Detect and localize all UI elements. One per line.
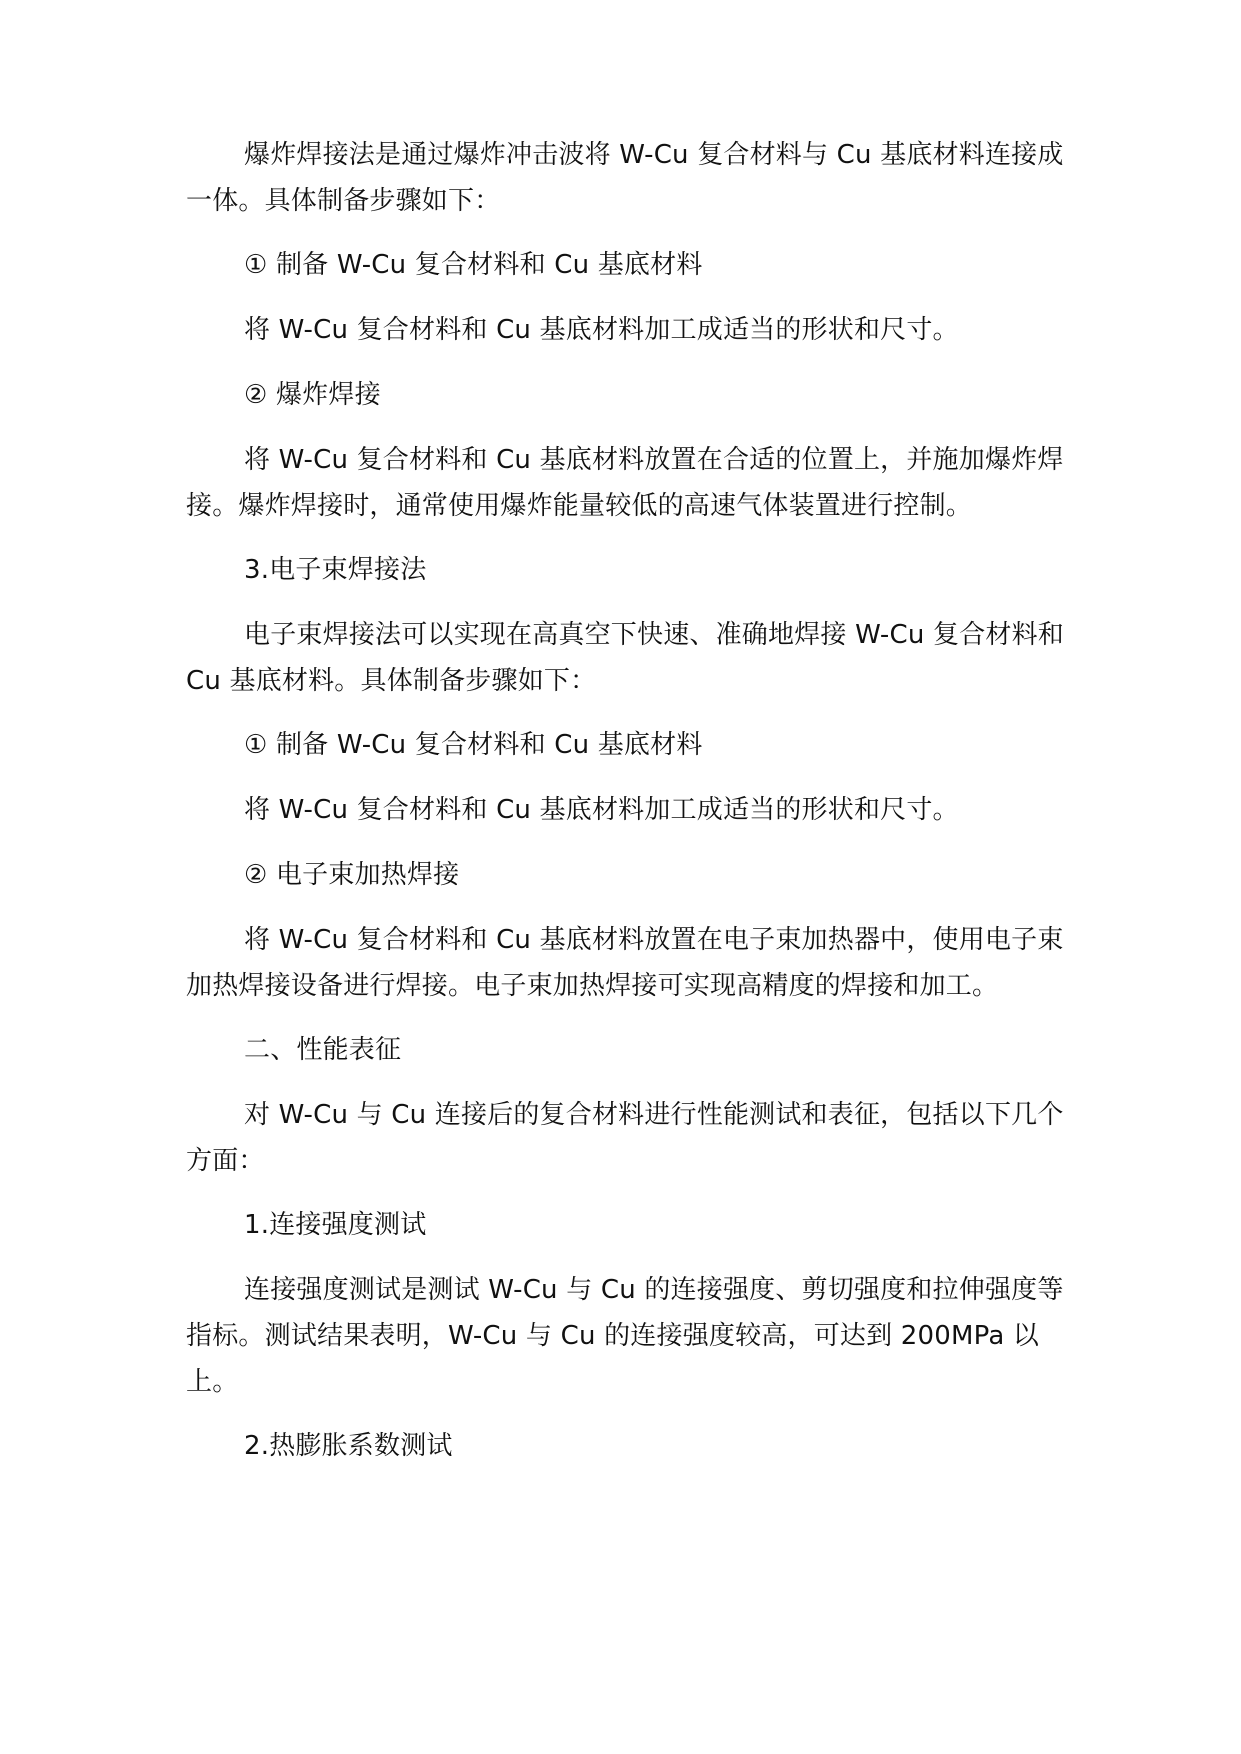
paragraph-machining-1: 将 W-Cu 复合材料和 Cu 基底材料加工成适当的形状和尺寸。 (244, 315, 959, 345)
heading-bond-strength-test: 1.连接强度测试 (244, 1210, 427, 1240)
page-body (186, 132, 1066, 1469)
step-prepare-materials-1: ① 制备 W-Cu 复合材料和 Cu 基底材料 (244, 250, 703, 280)
heading-electron-beam-welding: 3.电子束焊接法 (244, 555, 427, 585)
paragraph-performance-intro: 对 W-Cu 与 Cu 连接后的复合材料进行性能测试和表征，包括以下几个方面： (186, 1100, 1064, 1176)
step-explosive-welding: ② 爆炸焊接 (244, 380, 381, 410)
paragraph-machining-2: 将 W-Cu 复合材料和 Cu 基底材料加工成适当的形状和尺寸。 (244, 795, 959, 825)
heading-performance-characterization: 二、性能表征 (244, 1035, 402, 1065)
paragraph-explosive-welding-detail: 将 W-Cu 复合材料和 Cu 基底材料放置在合适的位置上，并施加爆炸焊接。爆炸焊接时，通常使用爆炸能量较低的高速气体装置进行控制。 (186, 445, 1064, 521)
paragraph-electron-beam-detail: 将 W-Cu 复合材料和 Cu 基底材料放置在电子束加热器中，使用电子束加热焊接设备进行焊接。电子束加热焊接可实现高精度的焊接和加工。 (186, 925, 1064, 1001)
paragraph-explosive-welding-intro: 爆炸焊接法是通过爆炸冲击波将 W-Cu 复合材料与 Cu 基底材料连接成一体。具体制备步骤如下： (186, 140, 1064, 216)
paragraph-electron-beam-intro: 电子束焊接法可以实现在高真空下快速、准确地焊接 W-Cu 复合材料和 Cu 基底材料。具体制备步骤如下： (186, 620, 1064, 696)
step-prepare-materials-2: ① 制备 W-Cu 复合材料和 Cu 基底材料 (244, 730, 703, 760)
step-electron-beam-heating: ② 电子束加热焊接 (244, 860, 460, 890)
heading-thermal-expansion-test: 2.热膨胀系数测试 (244, 1431, 453, 1461)
paragraph-bond-strength-detail: 连接强度测试是测试 W-Cu 与 Cu 的连接强度、剪切强度和拉伸强度等指标。测试结果表明，W-Cu 与 Cu 的连接强度较高，可达到 200MPa 以上。 (186, 1275, 1064, 1397)
